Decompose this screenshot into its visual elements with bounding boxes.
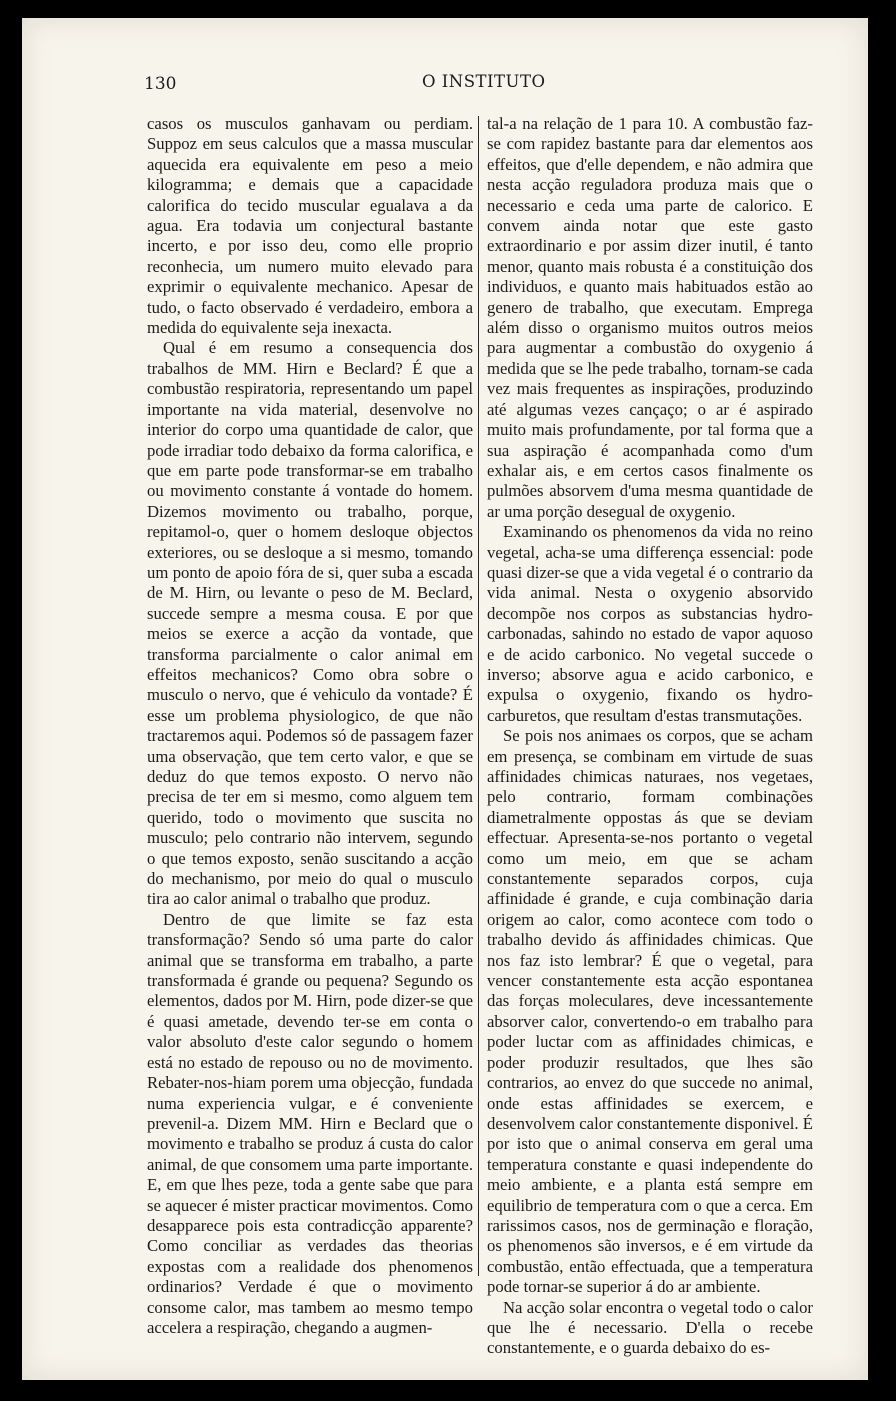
column-divider: [478, 116, 479, 1276]
running-title: O INSTITUTO: [422, 72, 546, 91]
paragraph: Se pois nos animaes os corpos, que se acham em presença, se combinam em virtude de suas affinidades chimicas naturaes, nos vegetaes, pelo contrario, formam combinações diametralmente oppostas ás que se deviam effectuar. Apresenta-se-nos portanto o vegetal como um meio, em que se acham constantemente separados corpos, cuja affinidade é grande, e cuja combinação daria origem ao calor, como acontece com todo o trabalho devido ás affinidades chimicas. Que nos faz isto lembrar? É que o vegetal, para vencer constantemente esta acção espontanea das forças moleculares, deve incessantemente absorver calor, convertendo-o em trabalho para poder luctar com as affinidades chimicas, e poder produzir resultados, que lhes são contrarios, ao envez do que succede no animal, onde estas affinidades se exercem, e desenvolvem calor constantemente disponivel. É por isto que o animal conserva em geral uma temperatura constante e quasi independente do meio ambiente, e a planta está sempre em equilibrio de temperatura com o que a cerca. Em rarissimos casos, nos de germinação e floração, os phenomenos são inversos, e é em virtude da combustão, então effectuada, que a temperatura pode tornar-se superior á do ar ambiente.: [487, 726, 813, 1297]
right-column: [487, 114, 813, 1359]
paragraph: tal-a na relação de 1 para 10. A combustão faz-se com rapidez bastante para dar elementos aos effeitos, que d'elle dependem, e não admira que nesta acção reguladora produza mais que o necessario e ceda uma parte de calorico. E convem ainda notar que este gasto extraordinario e por assim dizer inutil, é tanto menor, quanto mais robusta é a constituição dos individuos, e quanto mais habituados estão ao genero de trabalho, que executam. Emprega além disso o organismo muitos outros meios para augmentar a combustão do oxygenio á medida que se lhe pede trabalho, tornam-se cada vez mais frequentes as inspirações, produzindo até algumas vezes cançaço; o ar é aspirado muito mais profundamente, por tal forma que a sua aspiração é acompanhada como d'um exhalar ais, e em certos casos finalmente os pulmões absorvem d'uma mesma quantidade de ar uma porção desegual de oxygenio.: [487, 114, 813, 521]
left-column: [147, 114, 473, 1338]
paragraph: Qual é em resumo a consequencia dos trabalhos de MM. Hirn e Beclard? É que a combustão respiratoria, representando um papel importante na vida material, desenvolve no interior do corpo uma quantidade de calor, que pode irradiar todo debaixo da forma calorifica, e que em parte pode transformar-se em trabalho ou movimento constante á vontade do homem. Dizemos movimento ou trabalho, porque, repitamol-o, quer o homem desloque objectos exteriores, ou se desloque a si mesmo, tomando um ponto de apoio fóra de si, quer suba a escada de M. Hirn, ou levante o peso de M. Beclard, succede sempre a mesma cousa. E por que meios se exerce a acção da vontade, que transforma parcialmente o calor animal em effeitos mechanicos? Como obra sobre o musculo o nervo, que é vehiculo da vontade? É esse um problema physiologico, de que não tractaremos aqui. Podemos só de passagem fazer uma observação, que tem certo valor, e que se deduz do que temos exposto. O nervo não precisa de ter em si mesmo, como alguem tem querido, todo o movimento que suscita no musculo; pelo contrario não intervem, segundo o que temos exposto, senão suscitando a acção do mechanismo, por meio do qual o musculo tira ao calor animal o trabalho que produz.: [147, 338, 473, 909]
paragraph: Dentro de que limite se faz esta transformação? Sendo só uma parte do calor animal que se transforma em trabalho, a parte transformada é grande ou pequena? Segundo os elementos, dados por M. Hirn, pode dizer-se que é quasi ametade, devendo ter-se em conta o valor absoluto d'este calor segundo o homem está no estado de repouso ou no de movimento. Rebater-nos-hiam porem uma objecção, fundada numa experiencia vulgar, e é conveniente prevenil-a. Dizem MM. Hirn e Beclard que o movimento e trabalho se produz á custa do calor animal, de que consomem uma parte importante. E, em que lhes peze, toda a gente sabe que para se aquecer é mister practicar movimentos. Como desapparece pois esta contradicção apparente? Como conciliar as verdades das theorias expostas com a realidade dos phenomenos ordinarios? Verdade é que o movimento consome calor, mas tambem ao mesmo tempo accelera a respiração, chegando a augmen-: [147, 909, 473, 1337]
paragraph: Examinando os phenomenos da vida no reino vegetal, acha-se uma differença essencial: pode quasi dizer-se que a vida vegetal é o contrario da vida animal. Nesta o oxygenio absorvido decompõe nos corpos as substancias hydro-carbonadas, sahindo no estado de vapor aquoso e de acido carbonico. No vegetal succede o inverso; absorve agua e acido carbonico, e expulsa o oxygenio, fixando os hydro-carburetos, que resultam d'estas transmutações.: [487, 522, 813, 725]
paragraph: Na acção solar encontra o vegetal todo o calor que lhe é necessario. D'ella o recebe constantemente, e o guarda debaixo do es-: [487, 1297, 813, 1358]
paragraph: casos os musculos ganhavam ou perdiam. Suppoz em seus calculos que a massa muscular aquecida era equivalente em peso a meio kilogramma; e demais que a capacidade calorifica do tecido muscular egualava a da agua. Era todavia um conjectural bastante incerto, e por isso deu, como elle proprio reconhecia, um numero muito elevado para exprimir o equivalente mechanico. Apesar de tudo, o facto observado é verdadeiro, embora a medida do equivalente seja inexacta.: [147, 114, 473, 338]
page-number: 130: [144, 74, 177, 94]
page-header: [22, 18, 868, 94]
page-sheet: [22, 18, 868, 1380]
